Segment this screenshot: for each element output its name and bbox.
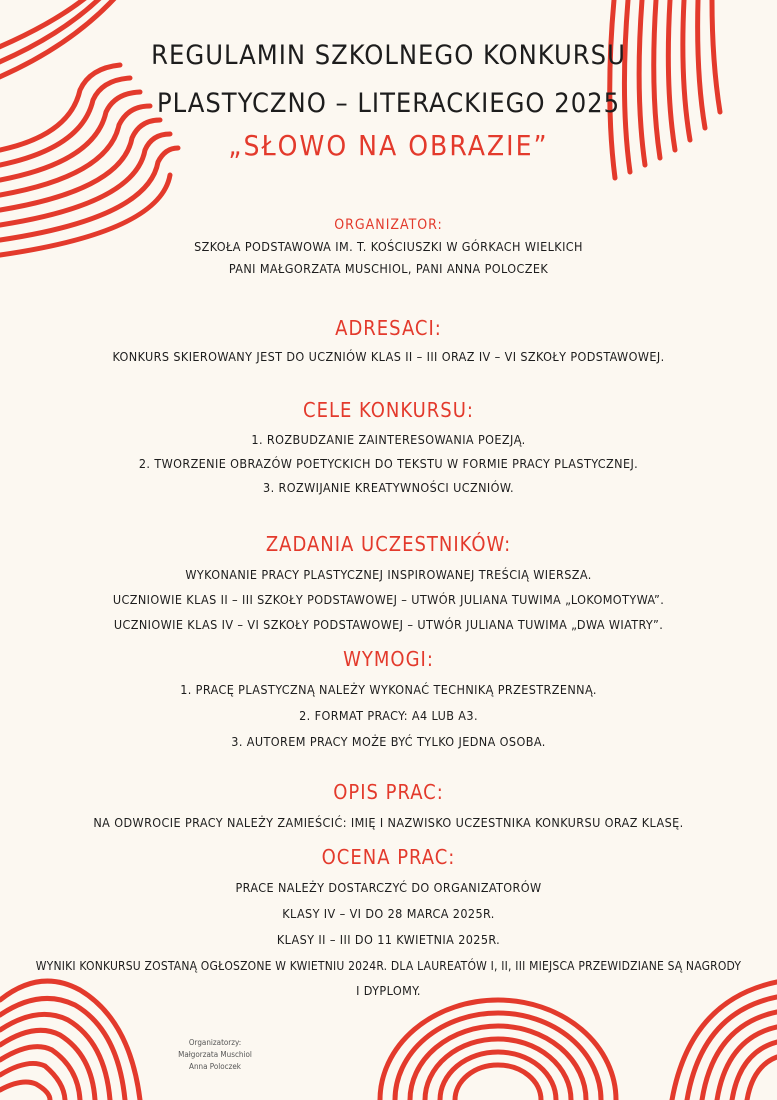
text-line: PANI MAŁGORZATA MUSCHIOL, PANI ANNA POLOCZEK <box>228 261 549 276</box>
section-heading: WYMOGI: <box>343 647 434 671</box>
section-zadania <box>0 530 777 637</box>
text-line: WYNIKI KONKURSU ZOSTANĄ OGŁOSZONE W KWIETNIU 2024R. DLA LAUREATÓW I, II, III MIEJSCA PRZEWIDZIANE SĄ NAGRODY <box>35 959 742 973</box>
subtitle: „SŁOWO NA OBRAZIE” <box>228 129 549 162</box>
section-heading: ZADANIA UCZESTNIKÓW: <box>265 532 512 556</box>
text-line: NA ODWROCIE PRACY NALEŻY ZAMIEŚCIĆ: IMIĘ I NAZWISKO UCZESTNIKA KONKURSU ORAZ KLASĘ. <box>93 815 684 830</box>
text-line: PRACE NALEŻY DOSTARCZYĆ DO ORGANIZATORÓW <box>235 880 542 895</box>
section-adresaci <box>0 314 777 372</box>
text-line: 2. FORMAT PRACY: A4 LUB A3. <box>299 708 478 723</box>
section-heading: OCENA PRAC: <box>321 845 456 869</box>
section-heading: CELE KONKURSU: <box>303 398 474 422</box>
text-line: SZKOŁA PODSTAWOWA IM. T. KOŚCIUSZKI W GÓRKACH WIELKICH <box>194 239 583 254</box>
stripe-band-bottom-center <box>380 1000 616 1100</box>
section-cele <box>0 396 777 500</box>
text-line: 3. ROZWIJANIE KREATYWNOŚCI UCZNIÓW. <box>263 480 514 495</box>
section-heading: OPIS PRAC: <box>333 780 444 804</box>
footer-line: Małgorzata Muschiol <box>178 1050 252 1059</box>
text-line: 1. PRACĘ PLASTYCZNĄ NALEŻY WYKONAĆ TECHNIKĄ PRZESTRZENNĄ. <box>180 682 597 697</box>
footer-line: Organizatorzy: <box>188 1038 242 1047</box>
section-opis <box>0 778 777 838</box>
text-line: WYKONANIE PRACY PLASTYCZNEJ INSPIROWANEJ TREŚCIĄ WIERSZA. <box>185 567 592 582</box>
section-heading: ORGANIZATOR: <box>334 217 443 233</box>
text-line: 2. TWORZENIE OBRAZÓW POETYCKICH DO TEKSTU W FORMIE PRACY PLASTYCZNEJ. <box>138 456 639 471</box>
section-ocena <box>0 843 777 1003</box>
text-line: UCZNIOWIE KLAS IV – VI SZKOŁY PODSTAWOWEJ – UTWÓR JULIANA TUWIMA „DWA WIATRY”. <box>113 617 664 632</box>
footer-organizers <box>150 1037 280 1073</box>
text-line: KONKURS SKIEROWANY JEST DO UCZNIÓW KLAS II – III ORAZ IV – VI SZKOŁY PODSTAWOWEJ. <box>112 349 665 364</box>
text-line: KLASY II – III DO 11 KWIETNIA 2025R. <box>276 932 501 947</box>
text-line: KLASY IV – VI DO 28 MARCA 2025R. <box>282 906 495 921</box>
footer-line: Anna Poloczek <box>189 1062 241 1071</box>
title-line-1: REGULAMIN SZKOLNEGO KONKURSU <box>151 40 626 71</box>
section-heading: ADRESACI: <box>335 316 442 340</box>
section-wymogi <box>0 645 777 755</box>
text-line: 1. ROZBUDZANIE ZAINTERESOWANIA POEZJĄ. <box>251 432 526 447</box>
section-organizator <box>0 214 777 280</box>
text-line: UCZNIOWIE KLAS II – III SZKOŁY PODSTAWOWEJ – UTWÓR JULIANA TUWIMA „LOKOMOTYWA”. <box>112 592 665 607</box>
title-line-2: PLASTYCZNO – LITERACKIEGO 2025 <box>156 88 621 119</box>
header <box>0 38 777 164</box>
text-line: I DYPLOMY. <box>356 983 421 998</box>
text-line: 3. AUTOREM PRACY MOŻE BYĆ TYLKO JEDNA OSOBA. <box>231 734 546 749</box>
